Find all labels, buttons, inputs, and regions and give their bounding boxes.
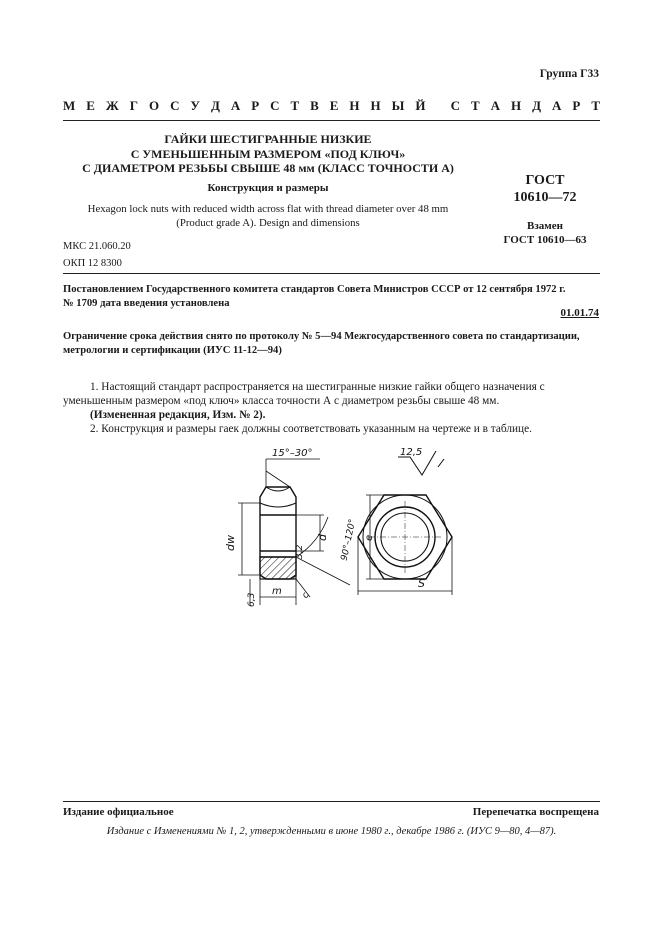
standard-header-letter: Н xyxy=(370,98,381,113)
paragraph-1 xyxy=(63,380,600,422)
replaces-block xyxy=(490,219,600,247)
standard-header-letter: Й xyxy=(415,98,426,113)
standard-header-letter: Ы xyxy=(391,98,405,113)
okp-code: ОКП 12 8300 xyxy=(63,258,122,269)
standard-header-letter: Р xyxy=(251,98,260,113)
title-line-1: ГАЙКИ ШЕСТИГРАННЫЕ НИЗКИЕ xyxy=(164,132,372,146)
title-line-2: С УМЕНЬШЕННЫМ РАЗМЕРОМ «ПОД КЛЮЧ» xyxy=(130,146,406,161)
roughness-3-2-label: 3,2 xyxy=(295,544,305,559)
codes-rule xyxy=(63,273,600,274)
dw-label: dw xyxy=(224,535,237,551)
limitation-line-2: метрологии и сертификации (ИУС 11-12—94) xyxy=(63,345,282,356)
decree-line-2: № 1709 дата введения установлена xyxy=(63,298,230,309)
limitation-line-1: Ограничение срока действия снято по протоколу № 5—94 Межгосударственного совета по стандартизации, xyxy=(63,331,580,342)
gost-label: ГОСТ xyxy=(525,173,565,188)
side-view xyxy=(260,487,296,579)
nut-technical-drawing xyxy=(200,445,480,615)
standard-header-letter: С xyxy=(170,98,180,113)
standard-header-letter: В xyxy=(310,98,319,113)
standard-header-letter: Т xyxy=(290,98,300,113)
d-label: d xyxy=(316,534,329,541)
standard-header-letter: Д xyxy=(532,98,542,113)
english-title-line-1: Hexagon lock nuts with reduced width across flat with thread diameter over 48 mm xyxy=(87,203,449,215)
gost-number-block xyxy=(490,172,600,206)
standard-header-letter: А xyxy=(552,98,562,113)
title-line-3: С ДИАМЕТРОМ РЕЗЬБЫ СВЫШЕ 48 мм (КЛАСС ТОЧНОСТИ А) xyxy=(82,161,454,175)
standard-header-letter: М xyxy=(63,98,76,113)
paragraph-1-line-1: 1. Настоящий стандарт распространяется на шестигранные низкие гайки общего назначения с xyxy=(90,381,545,393)
standard-header-letter: Т xyxy=(471,98,480,113)
standard-header-letter: О xyxy=(148,98,160,113)
chamfer-angle-label: 15°–30° xyxy=(272,448,313,459)
classification-codes xyxy=(63,238,131,272)
group-code: Группа Г33 xyxy=(539,68,599,80)
standard-header-letter: А xyxy=(490,98,501,113)
decree-line-1: Постановлением Государственного комитета стандартов Совета Министров СССР от 12 сентября 1972 г. xyxy=(63,284,566,295)
replaces-label: Взамен xyxy=(527,220,563,232)
standard-header-letter: С xyxy=(270,98,280,113)
document-subtitle: Конструкция и размеры xyxy=(207,182,329,194)
standard-header-letter: Ж xyxy=(105,98,119,113)
effective-date: 01.01.74 xyxy=(560,307,599,319)
standard-header-letter: Н xyxy=(349,98,360,113)
header-rule xyxy=(63,120,600,121)
standard-type-header xyxy=(63,98,600,114)
mks-code: МКС 21.060.20 xyxy=(63,241,131,252)
official-edition: Издание официальное xyxy=(63,806,174,818)
editions-note: Издание с Изменениями № 1, 2, утвержденными в июне 1980 г., декабре 1986 г. (ИУС 9—80, 4—87). xyxy=(106,826,557,837)
decree-text xyxy=(63,283,600,311)
standard-header-letter: С xyxy=(450,98,461,113)
standard-header-letter: Р xyxy=(572,98,581,113)
paragraph-1-line-2: уменьшенным размером «под ключ» класса точности А с диаметром резьбы свыше 48 мм. xyxy=(63,395,500,407)
roughness-12-5-label: 12,5 xyxy=(400,447,423,458)
standard-header-letter: Е xyxy=(329,98,339,113)
english-title-line-2: (Product grade A). Design and dimensions xyxy=(176,216,360,229)
document-title xyxy=(63,132,473,176)
gost-number: 10610—72 xyxy=(513,190,577,205)
roughness-6-3-label: 6,3 xyxy=(247,592,257,607)
reprint-prohibited: Перепечатка воспрещена xyxy=(472,806,599,818)
c-label: c xyxy=(300,590,312,601)
standard-header-letter: А xyxy=(230,98,241,113)
standard-header-letter: Г xyxy=(129,98,138,113)
countersink-angle-label: 90°–120° xyxy=(339,518,359,562)
english-title xyxy=(63,203,473,230)
limitation-text xyxy=(63,330,600,358)
standard-header-letter xyxy=(436,98,439,114)
amendment-note: (Измененная редакция, Изм. № 2). xyxy=(90,409,266,421)
footer-rule xyxy=(63,801,600,802)
standard-header-letter: У xyxy=(190,98,200,113)
paragraph-2-text: 2. Конструкция и размеры гаек должны соответствовать указанным на чертеже и в таблице. xyxy=(90,423,532,435)
standard-header-letter: Е xyxy=(86,98,95,113)
s-label: S xyxy=(418,577,425,590)
paragraph-2 xyxy=(63,422,600,436)
standard-header-letter: Н xyxy=(511,98,522,113)
m-label: m xyxy=(272,586,282,597)
standard-header-letter: Д xyxy=(210,98,220,113)
e-label: e xyxy=(364,534,375,541)
standard-header-letter: Т xyxy=(591,98,600,113)
replaces-number: ГОСТ 10610—63 xyxy=(503,234,587,246)
